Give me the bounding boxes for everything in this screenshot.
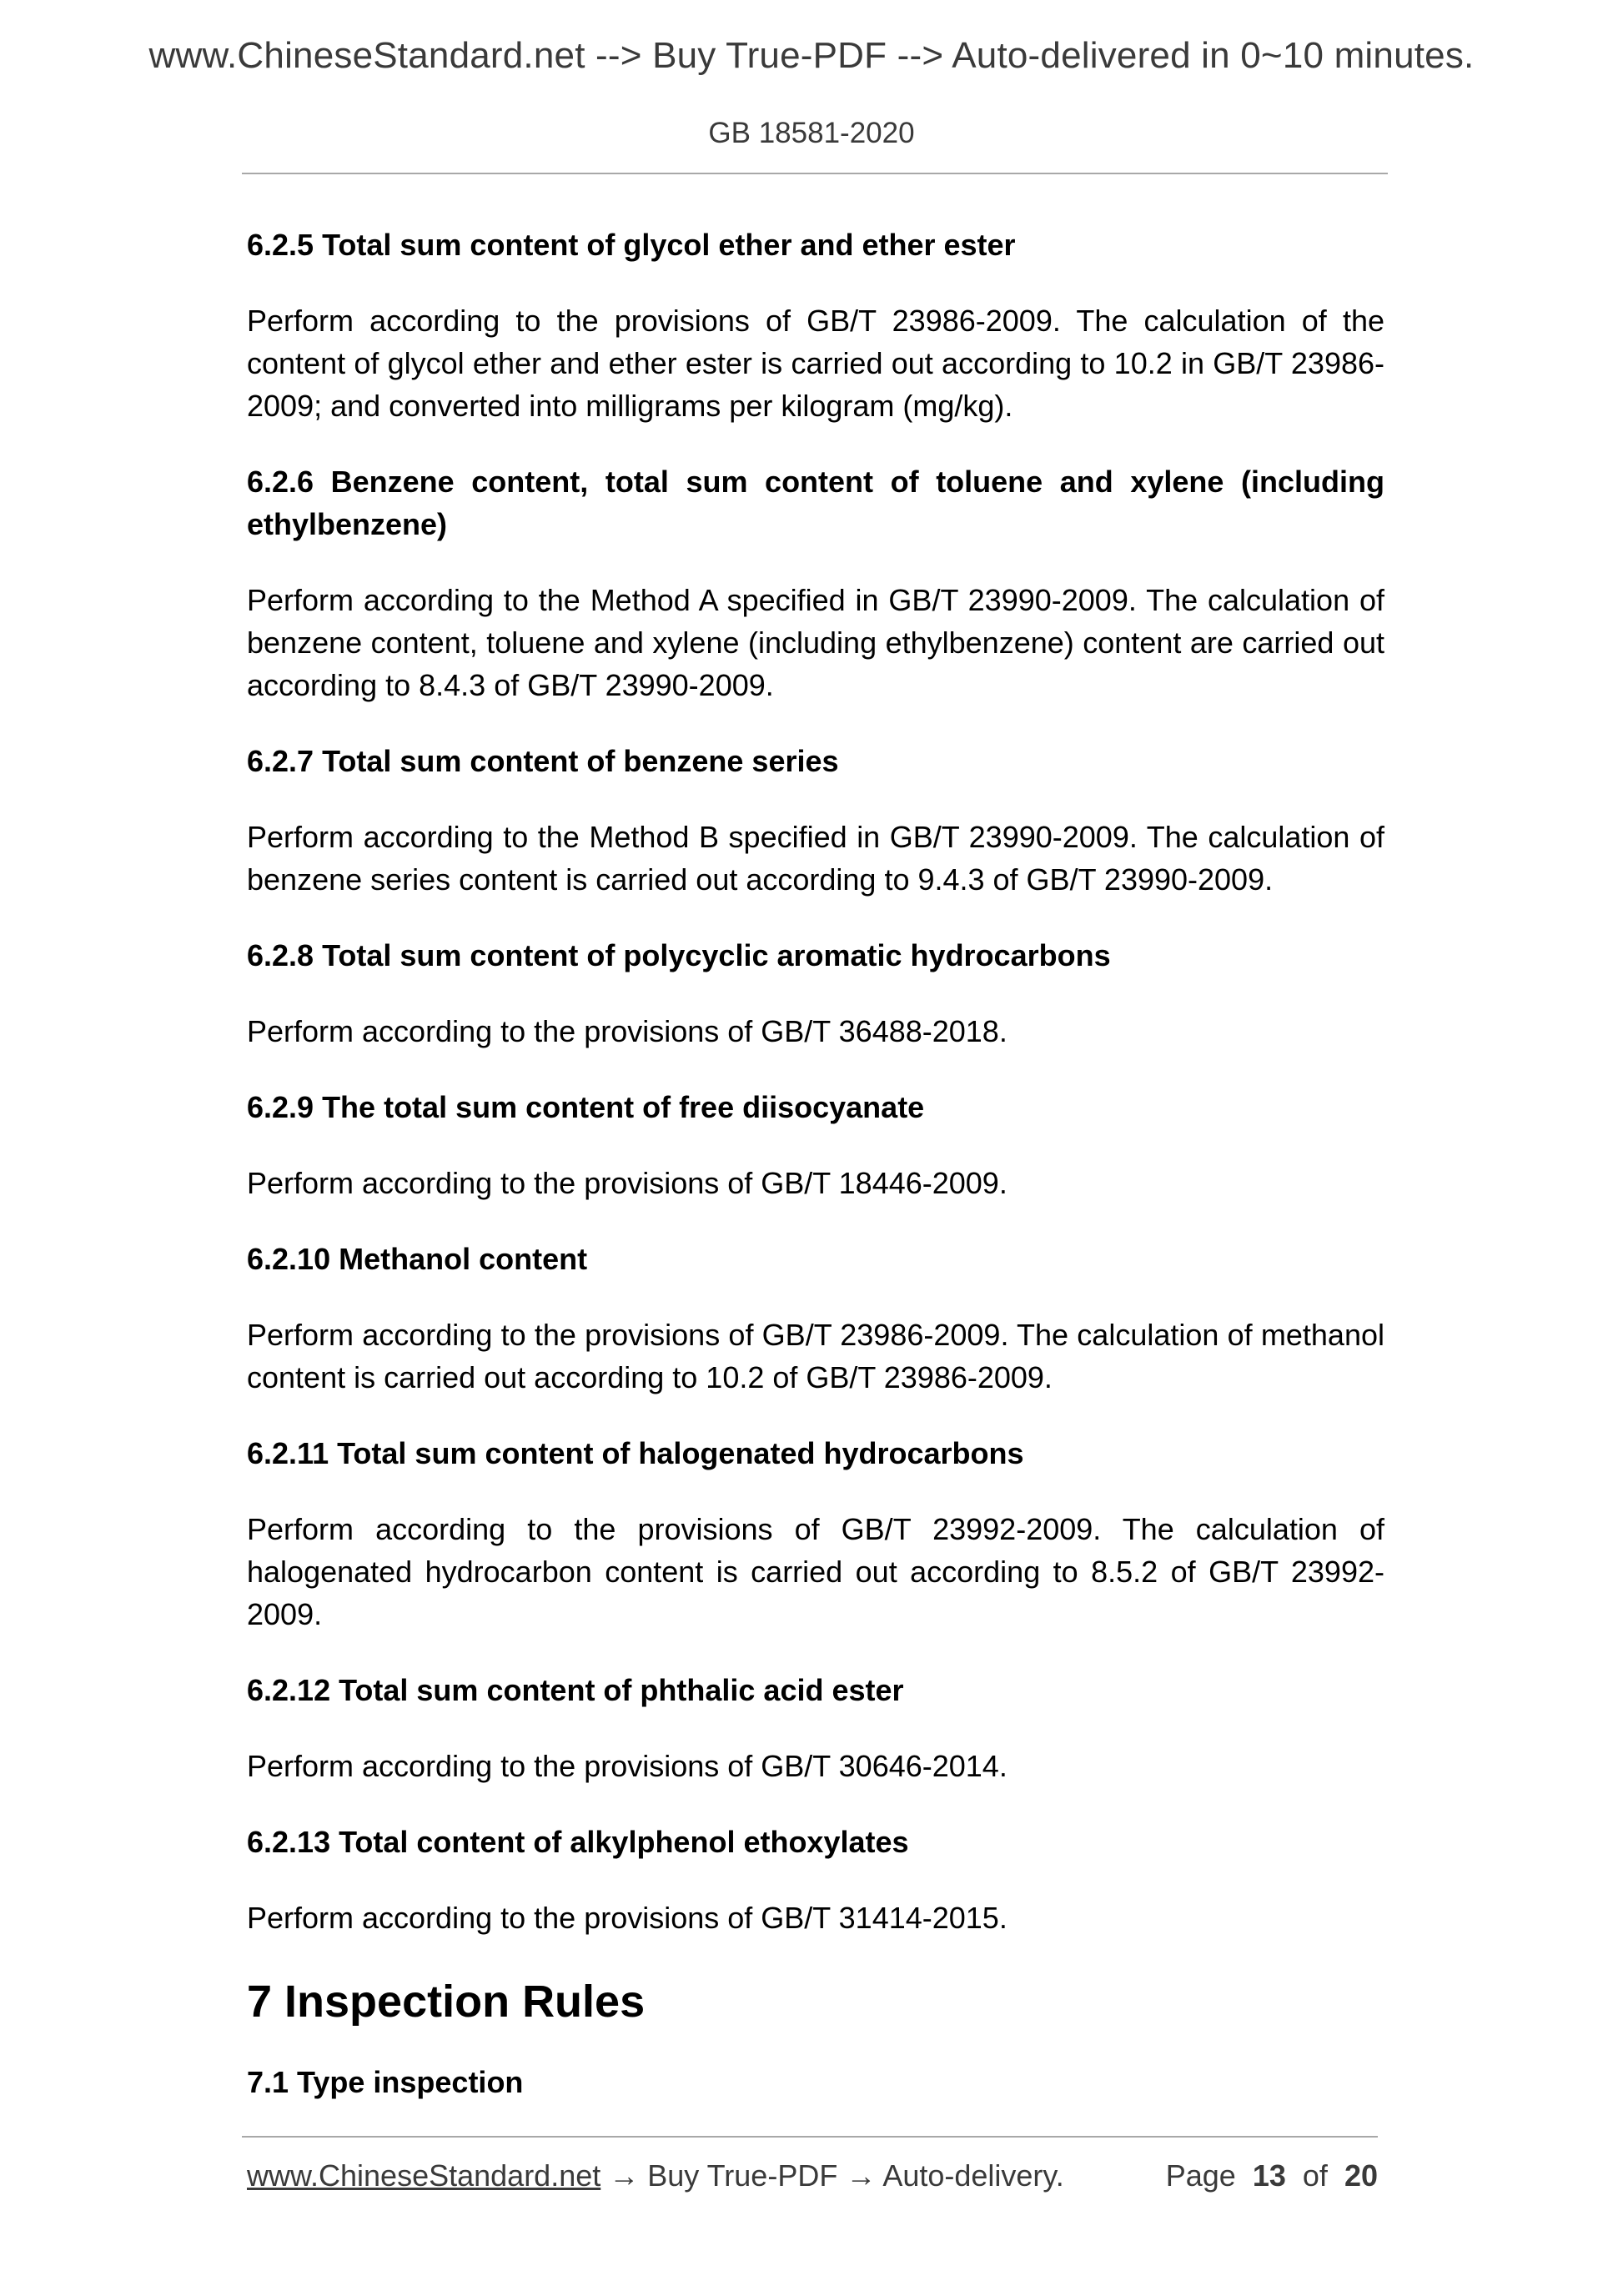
document-body (247, 224, 1384, 2137)
footer-divider (242, 2136, 1378, 2138)
section-heading: 6.2.8 Total sum content of polycyclic aromatic hydrocarbons (247, 938, 1111, 972)
section-heading: 6.2.6 Benzene content, total sum content of toluene and xylene (including ethylbenzene) (247, 465, 1384, 541)
of-label: of (1302, 2158, 1328, 2193)
section-heading: 6.2.11 Total sum content of halogenated hydrocarbons (247, 1436, 1024, 1470)
section-body: Perform according to the provisions of GB/T 23992-2009. The calculation of halogenated hydrocarbon content is carried out according to 8.5.2 of GB/T 23992-2009. (247, 1512, 1384, 1631)
page-number (1166, 2158, 1378, 2193)
section-body: Perform according to the Method B specified in GB/T 23990-2009. The calculation of benzene series content is carried out according to 9.4.3 of GB/T 23990-2009. (247, 820, 1384, 897)
site-banner: www.ChineseStandard.net --> Buy True-PDF --> Auto-delivered in 0~10 minutes. (148, 35, 1475, 76)
section-body: Perform according to the provisions of GB/T 18446-2009. (247, 1166, 1007, 1200)
section-heading: 6.2.5 Total sum content of glycol ether and ether ester (247, 228, 1016, 262)
section-body: Perform according to the Method A specified in GB/T 23990-2009. The calculation of benzene content, toluene and xylene (including ethylbenzene) content are carried out according to 8.4.3 of GB/T 23990-2009. (247, 583, 1384, 702)
header-divider (242, 173, 1388, 174)
section-body: Perform according to the provisions of GB/T 23986-2009. The calculation of methanol content is carried out according to 10.2 of GB/T 23986-2009. (247, 1318, 1384, 1394)
footer-text: → Buy True-PDF → Auto-delivery. (600, 2158, 1064, 2193)
chapter-title: 7 Inspection Rules (247, 1977, 646, 2027)
footer-site-link[interactable]: www.ChineseStandard.net (247, 2158, 601, 2193)
section-heading: 6.2.9 The total sum content of free diisocyanate (247, 1090, 925, 1124)
page-current: 13 (1252, 2158, 1286, 2193)
page-label: Page (1165, 2158, 1236, 2193)
section-body: Perform according to the provisions of GB/T 30646-2014. (247, 1749, 1007, 1783)
section-body: Perform according to the provisions of GB/T 36488-2018. (247, 1014, 1007, 1048)
section-heading: 6.2.12 Total sum content of phthalic acid ester (247, 1673, 904, 1707)
section-heading: 6.2.10 Methanol content (247, 1242, 588, 1276)
chapter-subheading: 7.1 Type inspection (247, 2065, 524, 2099)
footer-left (247, 2158, 1064, 2193)
section-body: Perform according to the provisions of GB/T 31414-2015. (247, 1901, 1007, 1935)
section-body: Perform according to the provisions of GB/T 23986-2009. The calculation of the content of glycol ether and ether ester is carried out according to 10.2 in GB/T 23986-2009; and converted into milligrams per kilogram (mg/kg). (247, 304, 1384, 423)
section-heading: 6.2.13 Total content of alkylphenol ethoxylates (247, 1825, 909, 1859)
page-total: 20 (1344, 2158, 1378, 2193)
section-heading: 6.2.7 Total sum content of benzene series (247, 744, 839, 778)
standard-code: GB 18581-2020 (708, 117, 915, 149)
